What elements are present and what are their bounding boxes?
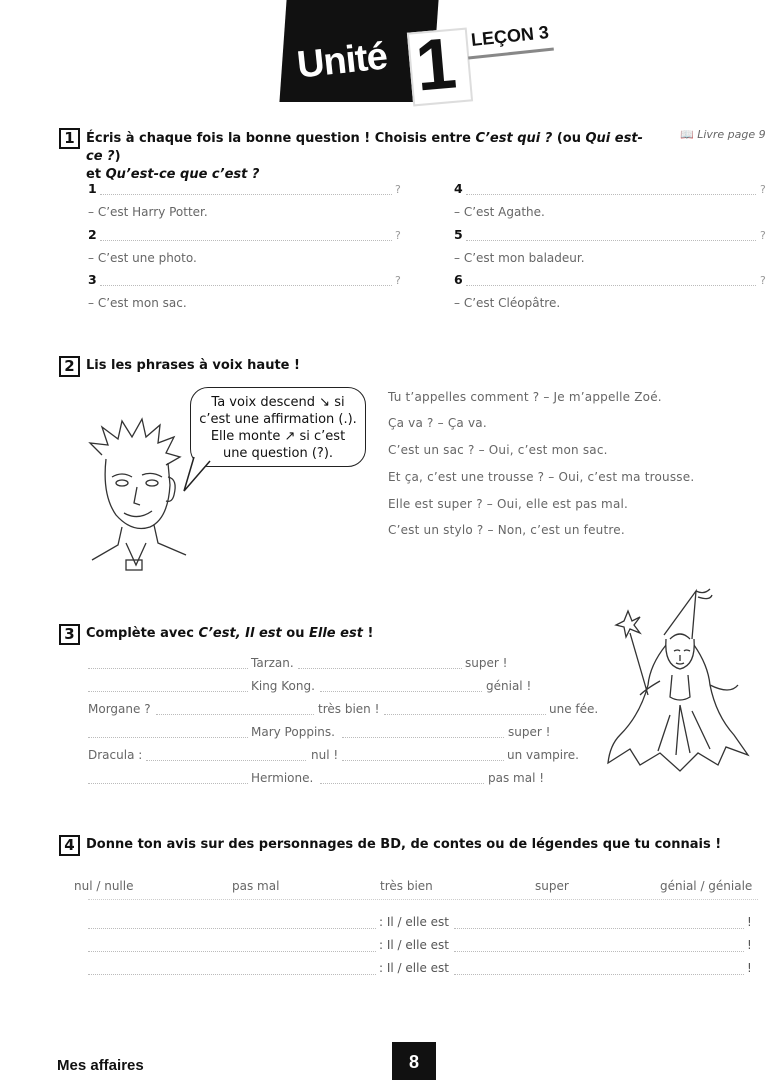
unit-number: 1 xyxy=(412,23,460,107)
ex3-cell: nul ! xyxy=(311,748,339,762)
ex1-item-number: 4 xyxy=(454,181,463,196)
ex1-item-number: 6 xyxy=(454,272,463,287)
ex1-item-number: 1 xyxy=(88,181,97,196)
word-divider xyxy=(88,899,758,900)
lesson-label: LEÇON 3 xyxy=(470,21,550,51)
opinion-label: : Il / elle est xyxy=(379,938,449,952)
blank-line[interactable] xyxy=(88,783,248,784)
character-blank[interactable] xyxy=(88,951,376,952)
ex1-answer: – C’est une photo. xyxy=(88,251,197,265)
answer-line[interactable] xyxy=(100,285,392,286)
question-mark: ? xyxy=(395,229,401,242)
exercise-3-instruction: Complète avec C’est, Il est ou Elle est ! xyxy=(86,626,374,641)
ex3-cell: une fée. xyxy=(549,702,599,716)
fairy-illustration xyxy=(600,585,760,775)
ex3-cell: très bien ! xyxy=(318,702,380,716)
opinion-blank[interactable] xyxy=(454,928,744,929)
speech-bubble: Ta voix descend ↘ si c’est une affirmation (.). Elle monte ↗ si c’est une question (?). xyxy=(190,387,366,467)
exclamation: ! xyxy=(747,915,752,929)
question-mark: ? xyxy=(760,274,766,287)
ex1-item-number: 2 xyxy=(88,227,97,242)
answer-line[interactable] xyxy=(466,194,756,195)
sentence: Elle est super ? – Oui, elle est pas mal. xyxy=(388,497,629,511)
exercise-4-instruction: Donne ton avis sur des personnages de BD, de contes ou de légendes que tu connais ! xyxy=(86,837,722,852)
blank-line[interactable] xyxy=(342,737,504,738)
sentence: Ça va ? – Ça va. xyxy=(388,416,487,430)
exclamation: ! xyxy=(747,961,752,975)
answer-line[interactable] xyxy=(466,285,756,286)
exercise-1-number: 1 xyxy=(59,128,80,149)
ex3-cell: super ! xyxy=(465,656,508,670)
ex3-cell: pas mal ! xyxy=(488,771,545,785)
answer-line[interactable] xyxy=(100,240,392,241)
exercise-2-number: 2 xyxy=(59,356,80,377)
blank-line[interactable] xyxy=(88,668,248,669)
unit-title: Unité xyxy=(294,35,389,87)
ex3-cell: Morgane ? xyxy=(88,702,151,716)
footer-section-title: Mes affaires xyxy=(57,1057,144,1074)
opinion-label: : Il / elle est xyxy=(379,961,449,975)
ex3-cell: Mary Poppins. xyxy=(251,725,335,739)
sentence: Tu t’appelles comment ? – Je m’appelle Zoé. xyxy=(388,390,662,404)
opinion-word: super xyxy=(535,879,569,893)
opinion-blank[interactable] xyxy=(454,974,744,975)
book-ref: 📖 Livre page 9 xyxy=(680,128,766,141)
answer-line[interactable] xyxy=(100,194,392,195)
question-mark: ? xyxy=(395,274,401,287)
blank-line[interactable] xyxy=(384,714,546,715)
blank-line[interactable] xyxy=(320,783,484,784)
ex3-cell: King Kong. xyxy=(251,679,315,693)
blank-line[interactable] xyxy=(88,691,248,692)
ex1-answer: – C’est Agathe. xyxy=(454,205,545,219)
exercise-3-number: 3 xyxy=(59,624,80,645)
page-number: 8 xyxy=(408,1052,419,1072)
exercise-2-instruction: Lis les phrases à voix haute ! xyxy=(86,358,300,373)
ex1-answer: – C’est Harry Potter. xyxy=(88,205,208,219)
blank-line[interactable] xyxy=(146,760,306,761)
opinion-word: pas mal xyxy=(232,879,280,893)
sentence: C’est un stylo ? – Non, c’est un feutre. xyxy=(388,523,625,537)
opinion-word: génial / géniale xyxy=(660,879,753,893)
ex3-cell: Hermione. xyxy=(251,771,314,785)
sentence: Et ça, c’est une trousse ? – Oui, c’est ma trousse. xyxy=(388,470,695,484)
ex3-cell: un vampire. xyxy=(507,748,579,762)
question-mark: ? xyxy=(760,183,766,196)
question-mark: ? xyxy=(760,229,766,242)
book-icon: 📖 xyxy=(680,128,694,141)
exercise-4-number: 4 xyxy=(59,835,80,856)
ex1-answer: – C’est Cléopâtre. xyxy=(454,296,561,310)
ex3-cell: super ! xyxy=(508,725,551,739)
exclamation: ! xyxy=(747,938,752,952)
ex3-cell: Dracula : xyxy=(88,748,143,762)
blank-line[interactable] xyxy=(342,760,504,761)
ex3-cell: Tarzan. xyxy=(251,656,294,670)
blank-line[interactable] xyxy=(298,668,462,669)
question-mark: ? xyxy=(395,183,401,196)
opinion-word: nul / nulle xyxy=(74,879,134,893)
answer-line[interactable] xyxy=(466,240,756,241)
boy-illustration xyxy=(82,415,192,580)
ex1-item-number: 5 xyxy=(454,227,463,242)
character-blank[interactable] xyxy=(88,974,376,975)
ex1-answer: – C’est mon baladeur. xyxy=(454,251,585,265)
ex1-item-number: 3 xyxy=(88,272,97,287)
ex3-cell: génial ! xyxy=(486,679,532,693)
opinion-blank[interactable] xyxy=(454,951,744,952)
blank-line[interactable] xyxy=(156,714,314,715)
character-blank[interactable] xyxy=(88,928,376,929)
exercise-1-instruction: Écris à chaque fois la bonne question ! Choisis entre C’est qui ? (ou Qui est-ce ?) et Qu’est-ce que c’est ? xyxy=(86,131,643,182)
opinion-word: très bien xyxy=(380,879,433,893)
opinion-label: : Il / elle est xyxy=(379,915,449,929)
ex1-answer: – C’est mon sac. xyxy=(88,296,187,310)
blank-line[interactable] xyxy=(320,691,482,692)
sentence: C’est un sac ? – Oui, c’est mon sac. xyxy=(388,443,608,457)
blank-line[interactable] xyxy=(88,737,248,738)
